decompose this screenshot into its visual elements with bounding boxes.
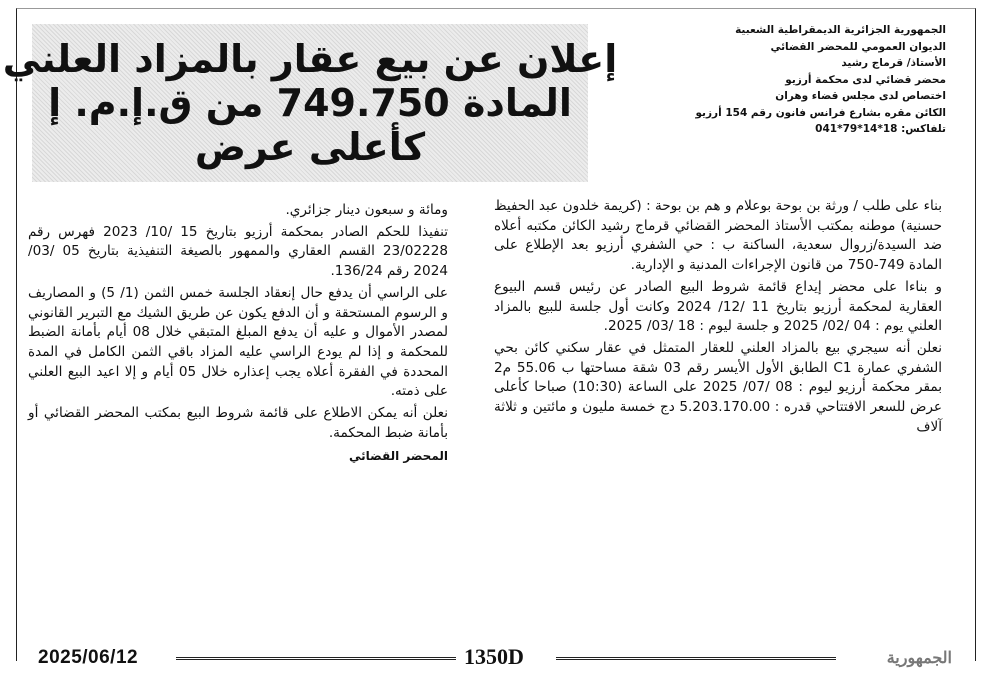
paragraph: ومائة و سبعون دينار جزائري. (285, 202, 448, 218)
paragraph: نعلن أنه يمكن الاطلاع على قائمة شروط البيع بمكتب المحضر القضائي أو بأمانة ضبط المحكمة. (28, 405, 448, 441)
announcement-title-box (2, 24, 618, 182)
paragraph: بناء على طلب / ورثة بن بوحة بوعلام و هم بن بوحة : (كريمة خلدون عبد الحفيظ حسنية) موطنه بمكتب الأستاذ المحضر القضائي قرماج رشيد الكائن مكتبه أعلاه ضد السيدة/زروال سعدية، الساكنة ب : حي الشفري أرزيو بعد الإطلاع على المادة 749-750 من قانون الإجراءات المدنية و الإدارية. (494, 198, 942, 274)
text-column-left (28, 201, 448, 467)
letterhead-line: محضر قضائي لدى محكمة أرزيو (785, 73, 946, 86)
letterhead-line: الأستاذ/ قرماج رشيد (841, 57, 946, 69)
letterhead-line: الديوان العمومي للمحضر القضائي (770, 40, 946, 53)
signature: المحضر القضائي (348, 449, 448, 464)
paragraph: تنفيذا للحكم الصادر بمحكمة أرزيو بتاريخ 15 /10/ 2023 فهرس رقم 23/02228 القسم العقاري والممهور بالصيغة التنفيذية بتاريخ 05 /03/ 2024 رقم 136/24. (28, 223, 449, 280)
letterhead-line: الكائن مقره بشارع فرانس فانون رقم 154 أرزيو (695, 106, 946, 119)
publication-date: 2025/06/12 (38, 647, 139, 668)
paragraph: نعلن أنه سيجري بيع بالمزاد العلني للعقار المتمثل في عقار سكني كائن بحي الشفري عمارة C1 الطابق الأول الأيسر رقم 03 شقة مساحتها ب 55.06 م2 بمقر محكمة أرزيو ليوم : 08 /07/ 2025 على الساعة (10:30) صباحا كأعلى عرض للسعر الافتتاحي قدره : 5.203.170.00 دج خمسة مليون و مائتين و ثلاثة آلاف (494, 339, 943, 435)
page-footer (16, 646, 976, 670)
bailiff-letterhead (616, 22, 946, 138)
text-column-right (494, 197, 942, 439)
ad-code: 1350D (464, 644, 524, 669)
letterhead-line: تلفاكس: 18*14*79*041 (815, 123, 946, 135)
announcement-title-line-1: إعلان عن بيع عقار بالمزاد العلني (2, 37, 618, 81)
footer-rule (556, 657, 836, 660)
announcement-title-line-3: كأعلى عرض (194, 125, 426, 169)
letterhead-line: اختصاص لدى مجلس قضاء وهران (775, 90, 946, 102)
announcement-title-line-2: المادة 749.750 من ق.إ.م. إ (48, 81, 572, 125)
footer-rule (176, 657, 456, 660)
newspaper-logo: الجمهورية (886, 648, 952, 667)
letterhead-line: الجمهورية الجزائرية الديمقراطية الشعبية (735, 24, 946, 36)
paragraph: على الراسي أن يدفع حال إنعقاد الجلسة خمس الثمن (1/ 5) و المصاريف و الرسوم المستحقة و أن الدفع يكون عن طريق الشيك مع التبرير القانوني لمصدر الأموال و عليه أن يدفع المبلغ المتبقي خلال 08 أيام بأمانة الضبط للمحكمة و إذا لم يودع الراسي عليه المزاد باقي الثمن الكامل في المدة المحددة في الفقرة أعلاه يجب إعذاره خلال 05 أيام و إلا اعيد البيع العلني على ذمته. (28, 284, 449, 400)
paragraph: و بناءا على محضر إيداع قائمة شروط البيع الصادر عن رئيس قسم البيوع العقارية لمحكمة أرزيو بتاريخ 11 /12/ 2024 وكانت أول جلسة للبيع بالمزاد العلني يوم : 04 /02/ 2025 و جلسة ليوم : 18 /03/ 2025. (494, 278, 943, 335)
